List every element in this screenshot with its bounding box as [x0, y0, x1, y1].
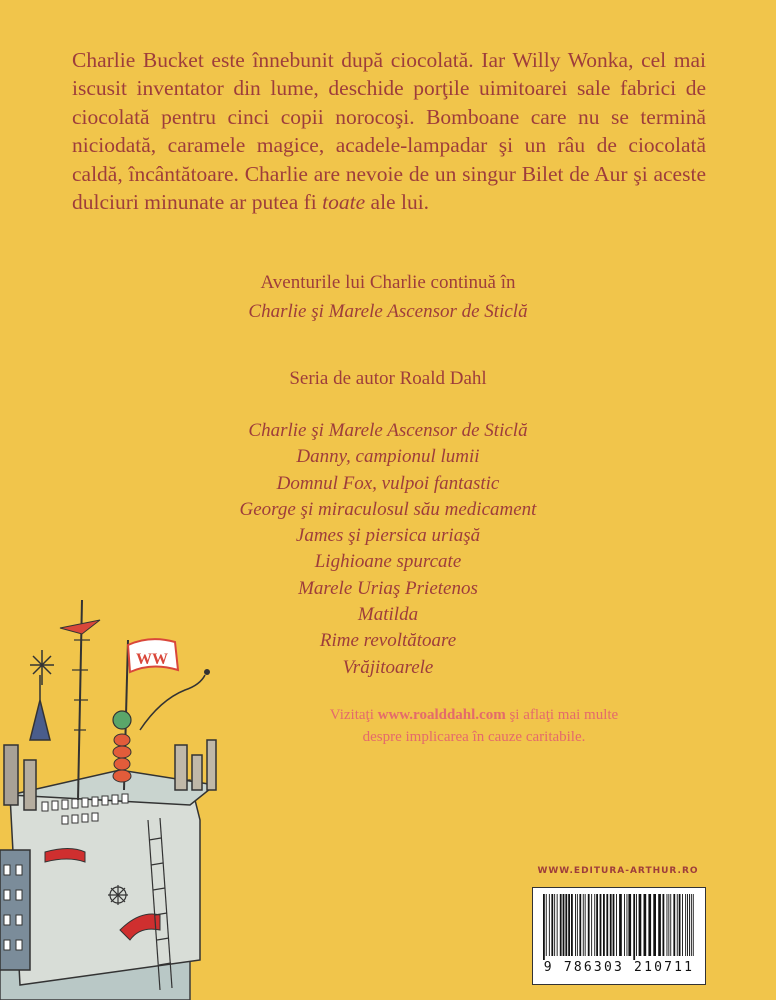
barcode — [532, 887, 706, 985]
book-title: James şi piersica uriaşă — [295, 525, 481, 547]
chimney — [175, 745, 187, 790]
green-lamp — [113, 711, 131, 729]
barcode-bar — [585, 894, 586, 956]
barcode-bar — [663, 894, 665, 956]
barcode-bar — [685, 894, 686, 956]
barcode-bar — [577, 894, 578, 956]
factory-building — [10, 780, 200, 985]
ship-wheel-icon — [108, 885, 128, 905]
barcode-bar — [658, 894, 661, 956]
chocolate-factory-illustration — [0, 590, 240, 1000]
barcode-bar — [687, 894, 688, 956]
barcode-bar — [546, 894, 547, 956]
barcode-bar — [551, 894, 553, 956]
blurb-text-end: ale lui. — [365, 190, 430, 215]
book-title: Rime revoltătoare — [319, 630, 457, 652]
barcode-bar — [636, 894, 637, 956]
barcode-bar — [600, 894, 602, 956]
blurb — [72, 46, 706, 216]
barcode-bar — [596, 894, 598, 956]
book-title: Lighioane spurcate — [314, 551, 462, 573]
barcode-bar — [648, 894, 651, 956]
pennant — [60, 620, 100, 634]
barcode-bar — [627, 894, 628, 956]
barcode-bars — [541, 894, 697, 960]
book-title: Marele Uriaş Prietenos — [298, 577, 478, 599]
book-title: Matilda — [357, 604, 419, 626]
chimney — [24, 760, 36, 810]
barcode-bar — [624, 894, 625, 956]
barcode-bar — [644, 894, 647, 956]
visit-suffix: şi aflaţi mai multe — [505, 707, 619, 723]
barcode-bar — [667, 894, 668, 956]
book-title: George şi miraculosul său medicament — [239, 498, 537, 520]
barcode-bar — [554, 894, 555, 956]
barcode-bar — [588, 894, 590, 956]
barcode-bar — [689, 894, 690, 956]
book-title: Danny, campionul lumii — [296, 446, 480, 468]
barcode-bar — [616, 894, 617, 956]
barcode-bar — [639, 894, 642, 956]
book-title: Vrăjitoarele — [342, 656, 434, 678]
barcode-bar — [575, 894, 576, 956]
barcode-bar — [653, 894, 656, 956]
curly-wire — [140, 675, 205, 730]
series-heading: Seria de autor Roald Dahl — [289, 368, 487, 389]
barcode-bar — [673, 894, 675, 956]
chimney — [4, 745, 18, 805]
candy-column — [113, 734, 131, 782]
book-title: Charlie şi Marele Ascensor de Sticlă — [248, 420, 528, 441]
visit-prefix: Vizitaţi — [329, 707, 378, 723]
barcode-bar — [563, 894, 565, 956]
continues-line: Aventurile lui Charlie continuă în — [260, 272, 516, 293]
barcode-bar — [591, 894, 592, 956]
visit-line-2: despre implicarea în cauze caritabile. — [362, 729, 586, 745]
barcode-bar — [603, 894, 605, 956]
barcode-bar — [606, 894, 608, 956]
blurb-text: Charlie Bucket este înnebunit după ciocolată. Iar Willy Wonka, cel mai iscusit inventator din lume, deschide porţile uimitoarei sale fabrici de ciocolată pentru cinci copii norocoşi. Bomboane care nu se termină niciodată, caramele magice, acadele-lampadar şi un râu de ciocolată caldă, încântătoare. Charlie are nevoie de un singur Bilet de Aur şi aceste dulciuri minunate ar putea fi — [72, 48, 706, 215]
barcode-bar — [560, 894, 562, 956]
continues-note — [0, 268, 776, 326]
barcode-bar — [594, 894, 595, 956]
barcode-bar — [679, 894, 681, 956]
barcode-bar — [677, 894, 678, 956]
barcode-bar — [628, 894, 631, 956]
publisher-url[interactable]: WWW.EDITURA-ARTHUR.RO — [537, 866, 699, 876]
spire — [30, 700, 50, 740]
barcode-bar — [571, 894, 573, 956]
barcode-bar — [613, 894, 615, 956]
weathervane — [30, 650, 54, 685]
barcode-bar — [633, 894, 635, 960]
blurb-emphasis: toate — [322, 190, 366, 215]
chimney — [207, 740, 216, 790]
barcode-bar — [557, 894, 558, 956]
website-link[interactable]: www.roalddahl.com — [377, 707, 506, 723]
barcode-bar — [549, 894, 550, 956]
barcode-bar — [579, 894, 581, 956]
barcode-bar — [565, 894, 567, 956]
book-title: Domnul Fox, vulpoi fantastic — [276, 472, 500, 494]
visit-note — [194, 704, 754, 748]
barcode-digits: 9 786303 210711 — [543, 960, 695, 975]
barcode-bar — [583, 894, 584, 956]
visit-line-1 — [194, 704, 754, 726]
barcode-bar — [610, 894, 612, 956]
barcode-bar — [568, 894, 570, 956]
barcode-bar — [668, 894, 669, 956]
continues-title: Charlie şi Marele Ascensor de Sticlă — [248, 301, 528, 322]
barcode-bar — [691, 894, 692, 956]
barcode-bar — [543, 894, 545, 960]
chimney — [192, 755, 202, 790]
barcode-bar — [682, 894, 683, 956]
flag-text: WW — [136, 651, 168, 668]
barcode-bar — [693, 894, 694, 956]
barcode-bar — [670, 894, 671, 956]
barcode-bar — [619, 894, 622, 956]
